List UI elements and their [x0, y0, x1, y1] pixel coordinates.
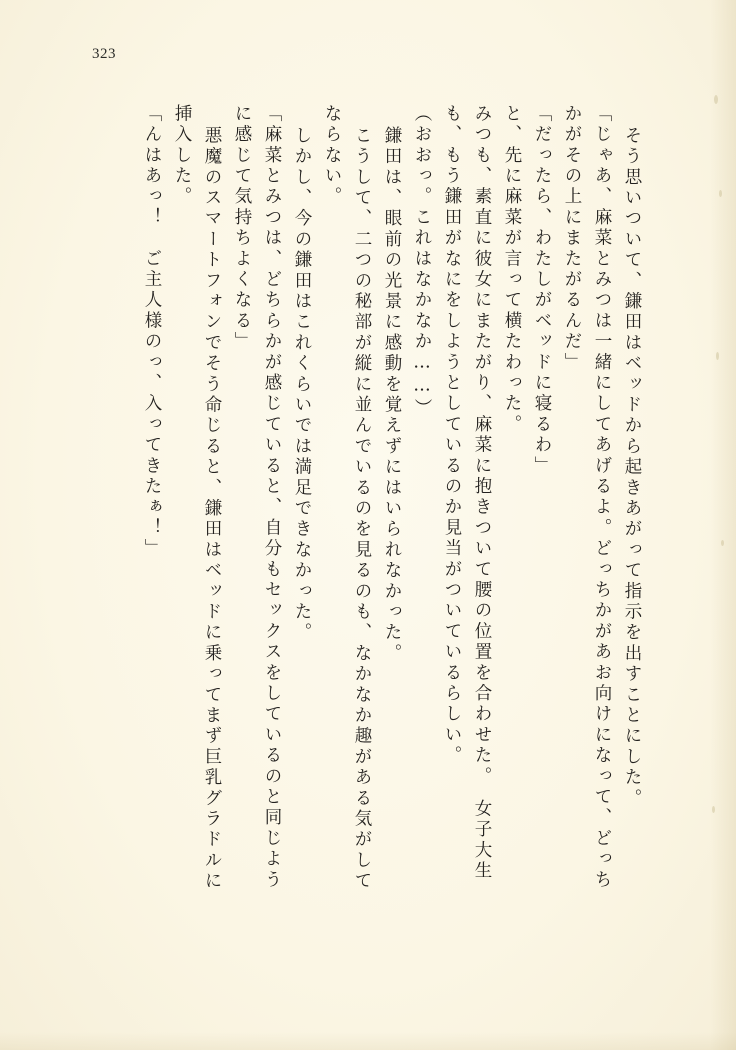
text-line: 鎌田は、眼前の光景に感動を覚えずにはいられなかった。 — [382, 126, 402, 665]
scan-speck — [719, 190, 722, 197]
text-line: ならない。 — [322, 104, 342, 208]
scan-speck — [721, 540, 724, 546]
text-line: こうして、二つの秘部が縦に並んでいるのを見るのも、なかなか趣がある気がして — [352, 126, 372, 892]
text-line: かがその上にまたがるんだ」 — [562, 104, 582, 374]
text-line: と、先に麻菜が言って横たわった。 — [502, 104, 522, 436]
text-line: も、もう鎌田がなにをしようとしているのか見当がついているらしい。 — [442, 104, 462, 767]
text-line: 「だったら、わたしがベッドに寝るわ」 — [532, 104, 552, 477]
text-line: しかし、今の鎌田はこれくらいでは満足できなかった。 — [292, 126, 312, 644]
text-line: 挿入した。 — [172, 104, 192, 208]
page-number: 323 — [92, 46, 116, 62]
text-line: （おおっ。これはなかなか……） — [412, 104, 432, 420]
scan-speck — [712, 806, 715, 813]
scan-speck — [716, 352, 719, 360]
text-line: そう思いついて、鎌田はベッドから起きあがって指示を出すことにした。 — [622, 126, 642, 810]
scan-speck — [714, 95, 718, 104]
text-line: 「んはあっ！ ご主人様のっ、入ってきたぁ！」 — [142, 104, 162, 560]
text-line: みつも、素直に彼女にまたがり、麻菜に抱きついて腰の位置を合わせた。 女子大生 — [472, 104, 492, 882]
text-line: 「じゃあ、麻菜とみつは一緒にしてあげるよ。どっちかがあお向けになって、どっち — [592, 104, 612, 891]
page-edge-shadow-bottom — [0, 1032, 736, 1050]
text-line: 悪魔のスマートフォンでそう命じると、鎌田はベッドに乗ってまず巨乳グラドルに — [202, 126, 222, 892]
page-edge-shadow-right — [710, 0, 736, 1050]
text-line: 「麻菜とみつは、どちらかが感じていると、自分もセックスをしているのと同じよう — [262, 104, 282, 891]
body-text-block — [60, 104, 640, 984]
text-line: に感じて気持ちよくなる」 — [232, 104, 252, 353]
